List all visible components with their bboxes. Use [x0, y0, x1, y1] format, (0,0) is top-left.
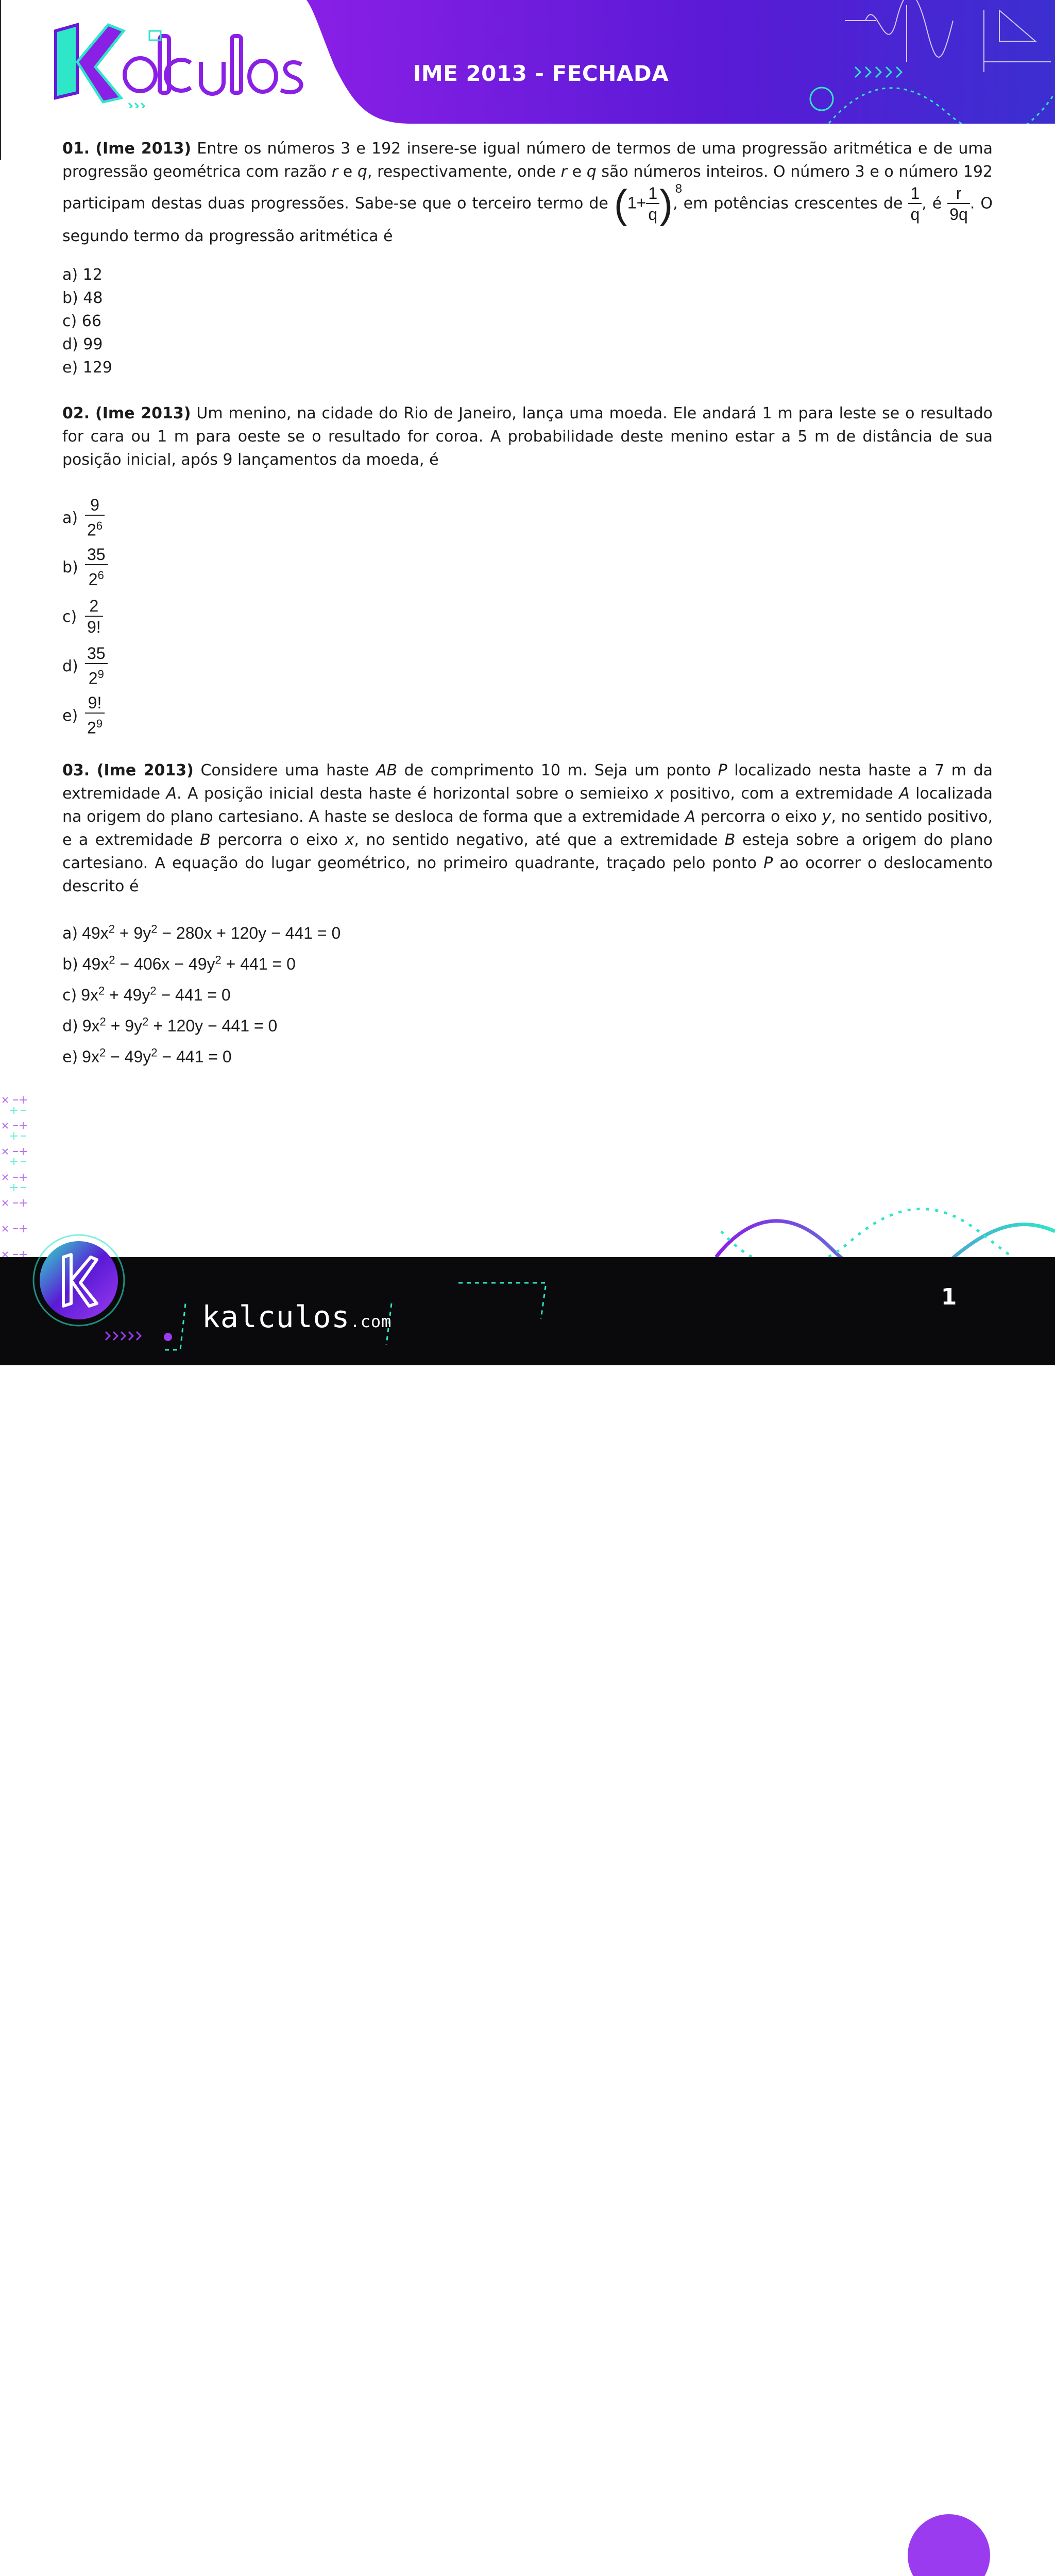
- question-text: localizado nesta haste a 7 m da extremidade: [62, 761, 993, 803]
- fraction-denominator: [85, 565, 108, 590]
- fraction-numerator: 1: [908, 183, 922, 204]
- question-text: Um menino, na cidade do Rio de Janeiro, lança uma moeda. Ele andará 1 m para leste se o resultado for cara ou 1 m para oeste se o resultado for coroa. A probabilidade deste menino estar a 5 m de distância de sua posição inicial, após 9 lançamentos da moeda, é: [62, 404, 993, 469]
- eq-part: + 9y: [106, 1016, 143, 1035]
- fraction-denominator: [85, 516, 105, 540]
- option-equation: [82, 955, 296, 973]
- option-b[interactable]: [62, 944, 993, 975]
- fraction-denominator: 9q: [949, 205, 968, 224]
- option-label: d): [62, 1017, 78, 1036]
- k-logo-badge: [30, 1231, 128, 1329]
- eq-exponent: 2: [99, 1046, 106, 1059]
- fraction-numerator: 9: [85, 495, 105, 516]
- eq-exponent: 2: [215, 953, 222, 966]
- fraction-numerator: 1: [646, 183, 659, 204]
- eq-exponent: 2: [99, 1015, 106, 1028]
- option-label: a): [62, 924, 78, 943]
- option-a[interactable]: a) 12: [62, 266, 103, 284]
- question-text: esteja sobre a origem do plano cartesiano. A equação do lugar geométrico, no primeiro quadrante, traçado pelo ponto: [62, 831, 993, 872]
- den-exponent: 9: [96, 717, 103, 731]
- document-title: IME 2013 - FECHADA: [413, 61, 669, 86]
- variable-P: P: [763, 854, 773, 872]
- eq-part: − 441 = 0: [156, 985, 231, 1004]
- den-exponent: 9: [97, 668, 104, 681]
- den-base: 2: [88, 669, 98, 688]
- fraction-one-over-q: [908, 183, 922, 225]
- variable-x: x: [345, 831, 354, 849]
- footer-site-tld: .com: [350, 1312, 392, 1331]
- question-text: e: [567, 163, 587, 181]
- option-e[interactable]: e) 129: [62, 359, 112, 377]
- question-source: (Ime 2013): [95, 140, 192, 158]
- eq-exponent: 2: [98, 984, 105, 997]
- fraction-denominator: q: [910, 205, 920, 224]
- eq-part: + 441 = 0: [221, 954, 296, 973]
- variable-q: q: [357, 163, 367, 181]
- option-e[interactable]: [62, 1037, 993, 1068]
- option-label: b): [62, 558, 78, 577]
- question-text: percorra o eixo: [695, 808, 822, 826]
- fraction-numerator: 2: [85, 596, 103, 617]
- question-text: e: [338, 163, 358, 181]
- fraction-denominator: [85, 714, 105, 738]
- question-3-options: [62, 913, 993, 1068]
- question-text: , respectivamente, onde: [367, 163, 561, 181]
- option-a[interactable]: [62, 913, 993, 944]
- fraction-numerator: 35: [85, 643, 108, 664]
- fraction-r-over-9q: [947, 183, 970, 225]
- fraction-one-over-q: [646, 183, 659, 225]
- fraction-numerator: r: [947, 183, 970, 204]
- binomial-expression: [614, 181, 683, 227]
- fraction-denominator: q: [648, 205, 658, 224]
- question-text: Entre os números 3 e 192 insere-se igual número de termos de uma progressão aritmética e de uma progressão geométrica com razão: [62, 140, 993, 181]
- option-c[interactable]: [62, 975, 993, 1006]
- option-equation: [82, 1016, 278, 1035]
- question-text: Considere uma haste: [193, 761, 376, 779]
- exponent: 8: [675, 182, 683, 196]
- eq-part: + 120y − 441 = 0: [148, 1016, 278, 1035]
- option-fraction: [85, 545, 108, 590]
- option-fraction: [85, 693, 105, 738]
- variable-y: y: [822, 808, 831, 826]
- variable-q: q: [586, 163, 597, 181]
- eq-part: 9x: [82, 1016, 100, 1035]
- question-text: positivo, com a extremidade: [663, 785, 899, 803]
- option-a[interactable]: [62, 493, 993, 543]
- question-1-statement: [62, 137, 993, 248]
- variable-P: P: [718, 761, 727, 779]
- option-c[interactable]: [62, 592, 993, 641]
- question-text: . O segundo termo da progressão aritmética é: [62, 194, 993, 245]
- eq-part: 9x: [81, 985, 98, 1004]
- option-d[interactable]: d) 99: [62, 335, 103, 353]
- eq-exponent: 2: [108, 922, 115, 935]
- variable-x: x: [654, 785, 664, 803]
- variable-r: r: [560, 163, 567, 181]
- den-base: 2: [88, 570, 98, 589]
- option-label: a): [62, 509, 78, 527]
- variable-B: B: [200, 831, 211, 849]
- den-exponent: 6: [97, 569, 104, 582]
- eq-part: − 406x − 49y: [115, 954, 215, 973]
- option-equation: [81, 986, 230, 1004]
- option-label: d): [62, 657, 78, 675]
- footer-site-name: kalculos: [202, 1299, 350, 1334]
- eq-part: + 9y: [114, 923, 151, 942]
- question-3: [62, 759, 993, 1068]
- question-text: , é: [922, 194, 948, 213]
- eq-exponent: 2: [150, 984, 157, 997]
- eq-part: 49x: [82, 954, 109, 973]
- fraction-numerator: 9!: [85, 693, 105, 714]
- question-2-statement: [62, 402, 993, 471]
- question-source: (Ime 2013): [95, 404, 191, 422]
- page-number-badge: [908, 2514, 990, 2576]
- option-label: c): [62, 607, 77, 626]
- eq-part: − 280x + 120y − 441 = 0: [157, 923, 341, 942]
- option-label: c): [62, 986, 77, 1005]
- expr-one-plus: 1+: [627, 193, 646, 212]
- question-list: [62, 137, 993, 1068]
- den-base: 9!: [87, 618, 101, 636]
- question-text: . A posição inicial desta haste é horizontal sobre o semieixo: [177, 785, 655, 803]
- question-text: percorra o eixo: [210, 831, 345, 849]
- question-1-options: [62, 263, 993, 379]
- eq-exponent: 2: [109, 953, 115, 966]
- option-fraction: [85, 495, 105, 540]
- question-3-statement: [62, 759, 993, 898]
- footer-dash-decoration: [0, 1257, 1055, 1365]
- question-text: , no sentido positivo, e a extremidade: [62, 808, 993, 849]
- fraction-denominator: [85, 664, 108, 689]
- variable-A: A: [899, 785, 910, 803]
- footer-website[interactable]: [202, 1299, 392, 1334]
- variable-r: r: [331, 163, 338, 181]
- question-2-options: [62, 493, 993, 740]
- eq-exponent: 2: [151, 1046, 158, 1059]
- eq-part: 9x: [82, 1047, 99, 1066]
- option-equation: [82, 1047, 231, 1066]
- question-source: (Ime 2013): [96, 761, 194, 779]
- eq-exponent: 2: [142, 1015, 149, 1028]
- option-label: b): [62, 955, 78, 974]
- variable-A: A: [166, 785, 177, 803]
- question-text: são números inteiros. O número 3 e o número 192 participam destas duas progressões. Sabe-se que o terceiro termo de: [62, 163, 993, 213]
- option-fraction: [85, 596, 103, 637]
- left-paren: (: [614, 181, 627, 227]
- page-header: [0, 0, 1055, 124]
- den-exponent: 6: [96, 519, 103, 533]
- option-c[interactable]: c) 66: [62, 312, 101, 330]
- question-text: ao ocorrer o deslocamento descrito é: [62, 854, 993, 895]
- den-base: 2: [87, 520, 96, 539]
- eq-exponent: 2: [151, 922, 158, 935]
- eq-part: 49x: [82, 923, 109, 942]
- option-d[interactable]: [62, 641, 993, 691]
- option-b[interactable]: b) 48: [62, 289, 103, 307]
- eq-part: − 441 = 0: [157, 1047, 232, 1066]
- eq-part: − 49y: [106, 1047, 151, 1066]
- variable-AB: AB: [376, 761, 398, 779]
- question-2: [62, 402, 993, 740]
- kalculos-logo: [52, 15, 309, 108]
- option-label: e): [62, 1048, 78, 1066]
- question-text: , em potências crescentes de: [673, 194, 909, 213]
- fraction-numerator: 35: [85, 545, 108, 565]
- question-number: 03.: [62, 761, 90, 779]
- eq-part: + 49y: [105, 985, 150, 1004]
- variable-B: B: [724, 831, 736, 849]
- option-e[interactable]: [62, 691, 993, 740]
- question-text: localizada na origem do plano cartesiano. A haste se desloca de forma que a extremidade: [62, 785, 993, 826]
- den-base: 2: [87, 718, 96, 737]
- question-1: [62, 137, 993, 379]
- fraction-denominator: [85, 617, 103, 637]
- option-label: e): [62, 706, 78, 725]
- question-text: , no sentido negativo, até que a extremidade: [354, 831, 725, 849]
- left-margin-rule: [0, 0, 1, 160]
- option-equation: [82, 924, 341, 942]
- option-fraction: [85, 643, 108, 689]
- question-text: de comprimento 10 m. Seja um ponto: [397, 761, 718, 779]
- option-b[interactable]: [62, 543, 993, 592]
- page-number: 1: [941, 1284, 957, 1310]
- variable-A: A: [685, 808, 696, 826]
- question-number: 02.: [62, 404, 90, 422]
- right-paren: ): [659, 181, 673, 227]
- page-footer: [0, 1257, 1055, 1365]
- question-number: 01.: [62, 140, 90, 158]
- option-d[interactable]: [62, 1006, 993, 1037]
